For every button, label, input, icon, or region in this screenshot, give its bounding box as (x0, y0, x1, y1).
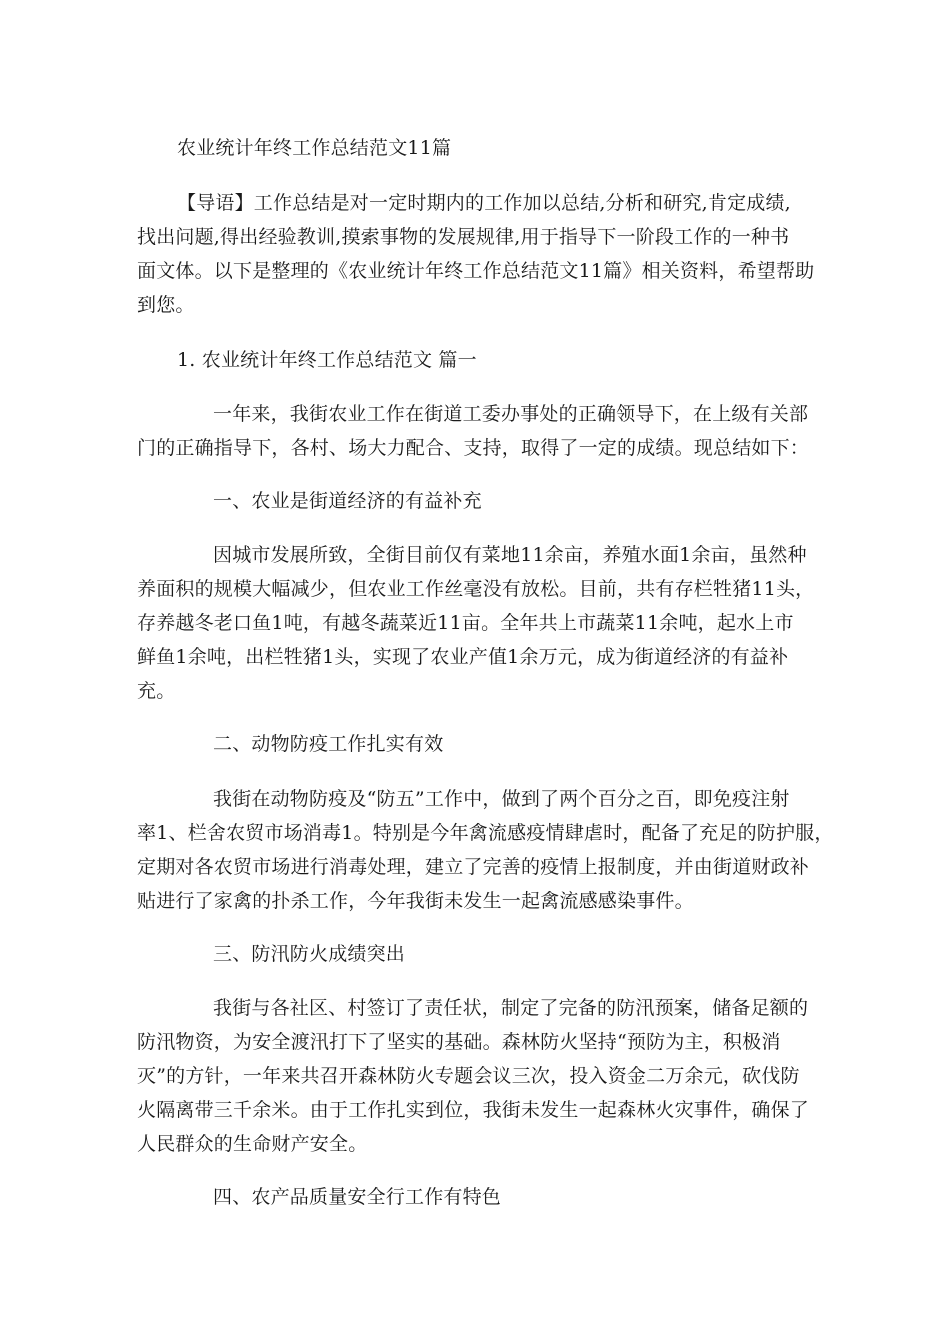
opening-line: 门的正确指导下，各村、场大力配合、支持，取得了一定的成绩。现总结如下： (137, 437, 810, 459)
intro-line: 到您。 (137, 294, 195, 316)
paragraph-line: 我街在动物防疫及“防五”工作中，做到了两个百分之百，即免疫注射 (213, 788, 790, 810)
section-heading: 二、动物防疫工作扎实有效 (213, 733, 444, 755)
paragraph-line: 鲜鱼1余吨，出栏牲猪1头，实现了农业产值1余万元，成为街道经济的有益补 (137, 646, 789, 668)
document-title: 农业统计年终工作总结范文11篇 (177, 137, 452, 159)
paragraph-line: 充。 (137, 680, 176, 702)
section-heading: 一、农业是街道经济的有益补充 (213, 490, 482, 512)
paragraph-line: 我街与各社区、村签订了责任状，制定了完备的防汛预案，储备足额的 (213, 997, 809, 1019)
intro-line: 找出问题,得出经验教训,摸索事物的发展规律,用于指导下一阶段工作的一种书 (137, 226, 790, 248)
section-heading: 三、防汛防火成绩突出 (213, 943, 406, 965)
section-heading: 四、农产品质量安全行工作有特色 (213, 1186, 502, 1208)
paragraph-line: 灭”的方针，一年来共召开森林防火专题会议三次，投入资金二万余元，砍伐防 (137, 1065, 800, 1087)
paragraph-line: 防汛物资，为安全渡汛打下了坚实的基础。森林防火坚持“预防为主，积极消 (137, 1031, 781, 1053)
intro-line: 面文体。以下是整理的《农业统计年终工作总结范文11篇》相关资料，希望帮助 (137, 260, 815, 282)
paragraph-line: 存养越冬老口鱼1吨，有越冬蔬菜近11亩。全年共上市蔬菜11余吨，起水上市 (137, 612, 794, 634)
paragraph-line: 火隔离带三千余米。由于工作扎实到位，我街未发生一起森林火灾事件，确保了 (137, 1099, 810, 1121)
article-heading: 1. 农业统计年终工作总结范文 篇一 (177, 349, 477, 371)
intro-line: 【导语】工作总结是对一定时期内的工作加以总结,分析和研究,肯定成绩, (177, 192, 791, 214)
paragraph-line: 养面积的规模大幅减少，但农业工作丝毫没有放松。目前，共有存栏牲猪11头， (137, 578, 815, 600)
paragraph-line: 定期对各农贸市场进行消毒处理，建立了完善的疫情上报制度，并由街道财政补 (137, 856, 810, 878)
paragraph-line: 率1、栏舍农贸市场消毒1。特别是今年禽流感疫情肆虐时，配备了充足的防护服， (137, 822, 834, 844)
paragraph-line: 贴进行了家禽的扑杀工作，今年我街未发生一起禽流感感染事件。 (137, 890, 694, 912)
paragraph-line: 人民群众的生命财产安全。 (137, 1133, 368, 1155)
paragraph-line: 因城市发展所致，全街目前仅有菜地11余亩，养殖水面1余亩，虽然种 (213, 544, 807, 566)
opening-line: 一年来，我街农业工作在街道工委办事处的正确领导下，在上级有关部 (213, 403, 809, 425)
